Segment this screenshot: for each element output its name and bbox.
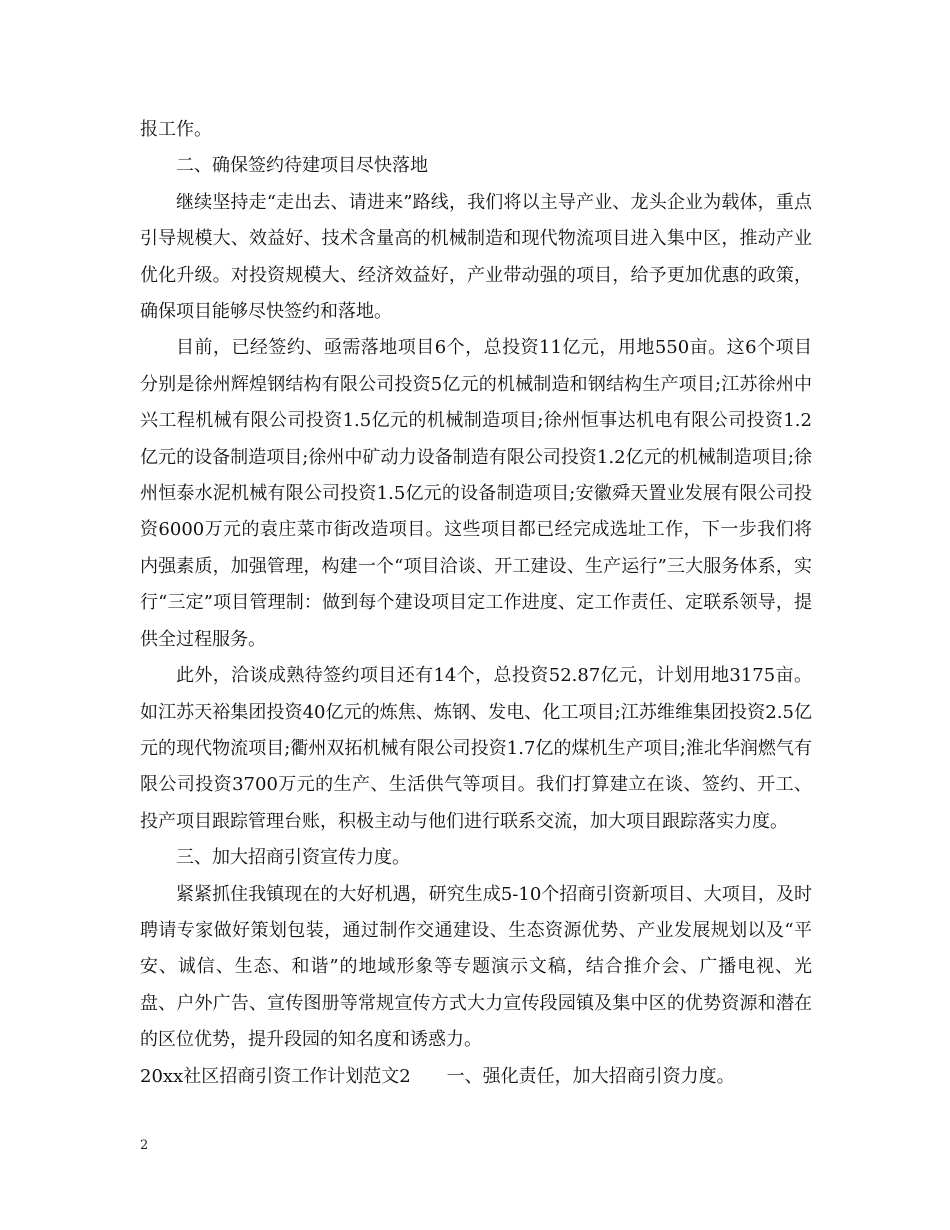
- page-number: 2: [140, 1138, 149, 1153]
- document-body: [140, 112, 812, 1095]
- paragraph-strategy: 继续坚持走“走出去、请进来”路线，我们将以主导产业、龙头企业为载体，重点引导规模大、效益好、技术含量高的机械制造和现代物流项目进入集中区，推动产业优化升级。对投资规模大、经济效益好，产业带动强的项目，给予更加优惠的政策，确保项目能够尽快签约和落地。: [140, 191, 812, 323]
- paragraph-promotion: 紧紧抓住我镇现在的大好机遇，研究生成5-10个招商引资新项目、大项目，及时聘请专家做好策划包装，通过制作交通建设、生态资源优势、产业发展规划以及“平安、诚信、生态、和谐”的地域形象等专题演示文稿，结合推介会、广播电视、光盘、户外广告、宣传图册等常规宣传方式大力宣传段园镇及集中区的优势资源和潜在的区位优势，提升段园的知名度和诱惑力。: [140, 883, 812, 1051]
- paragraph-signed-projects: 目前，已经签约、亟需落地项目6个，总投资11亿元，用地550亩。这6个项目分别是徐州辉煌钢结构有限公司投资5亿元的机械制造和钢结构生产项目;江苏徐州中兴工程机械有限公司投资1.5亿元的机械制造项目;徐州恒事达机电有限公司投资1.2亿元的设备制造项目;徐州中矿动力设备制造有限公司投资1.2亿元的机械制造项目;徐州恒泰水泥机械有限公司投资1.5亿元的设备制造项目;安徽舜天置业发展有限公司投资6000万元的袁庄菜市街改造项目。这些项目都已经完成选址工作，下一步我们将内强素质，加强管理，构建一个“项目洽谈、开工建设、生产运行”三大服务体系，实行“三定”项目管理制：做到每个建设项目定工作进度、定工作责任、定联系领导，提供全过程服务。: [140, 337, 812, 650]
- next-document-title-line: 20xx社区招商引资工作计划范文2 一、强化责任，加大招商引资力度。: [140, 1065, 735, 1087]
- section-heading-two: 二、确保签约待建项目尽快落地: [176, 155, 428, 177]
- paragraph-continuation: 报工作。: [140, 119, 212, 140]
- section-heading-three: 三、加大招商引资宣传力度。: [176, 847, 410, 869]
- paragraph-pending-projects: 此外，洽谈成熟待签约项目还有14个，总投资52.87亿元，计划用地3175亩。如江苏天裕集团投资40亿元的炼焦、炼钢、发电、化工项目;江苏维维集团投资2.5亿元的现代物流项目;衢州双拓机械有限公司投资1.7亿的煤机生产项目;淮北华润燃气有限公司投资3700万元的生产、生活供气等项目。我们打算建立在谈、签约、开工、投产项目跟踪管理台账，积极主动与他们进行联系交流，加大项目跟踪落实力度。: [140, 665, 812, 832]
